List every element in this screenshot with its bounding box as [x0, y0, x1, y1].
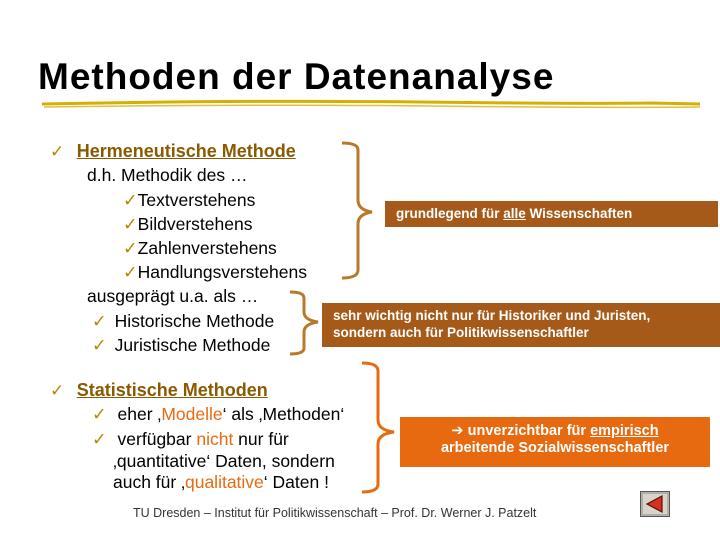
right-bracket-1 — [342, 143, 372, 278]
section1-line1: d.h. Methodik des … — [87, 165, 248, 185]
page-title: Methoden der Datenanalyse — [38, 56, 555, 97]
footer: TU Dresden – Institut für Politikwissenschaft – Prof. Dr. Werner J. Patzelt — [133, 506, 537, 520]
check-icon: ✓ — [123, 215, 138, 235]
check-icon: ✓ — [123, 239, 138, 259]
list-item: ✓ Juristische Methode — [92, 335, 271, 356]
right-bracket-2 — [290, 292, 318, 354]
section1-line2: ausgeprägt u.a. als … — [87, 286, 259, 306]
list-item: ✓ Historische Methode — [92, 311, 275, 332]
section2-item2-line3: auch für ‚qualitative‘ Daten ! — [113, 472, 329, 492]
section1-heading: Hermeneutische Methode — [76, 141, 296, 161]
right-arrow-icon: ➔ — [451, 423, 464, 439]
check-icon: ✓ — [92, 336, 107, 356]
check-icon: ✓ — [92, 312, 107, 332]
fundamental-box: grundlegend für alle Wissenschaften — [385, 201, 718, 227]
check-icon: ✓ — [50, 381, 65, 401]
title-underline-shadow — [44, 105, 700, 107]
section2-heading-row — [50, 380, 268, 401]
list-item: ✓ verfügbar nicht nur für — [92, 429, 289, 450]
list-item: ✓Textverstehens — [123, 190, 256, 211]
list-item: ✓Bildverstehens — [123, 214, 253, 235]
check-icon: ✓ — [92, 405, 107, 425]
check-icon: ✓ — [123, 263, 138, 283]
important-box: sehr wichtig nicht nur für Historiker und Juristen, sondern auch für Politikwissenschaftler — [322, 303, 720, 347]
list-item: ✓Handlungsverstehens — [123, 262, 307, 283]
title-underline — [42, 101, 700, 104]
section2-item2-line2: ‚quantitative‘ Daten, sondern — [113, 451, 335, 471]
check-icon: ✓ — [123, 191, 138, 211]
section1-heading-row — [50, 141, 296, 162]
check-icon: ✓ — [50, 142, 65, 162]
back-nav-button[interactable] — [640, 491, 670, 517]
list-item: ✓ eher ‚Modelle‘ als ‚Methoden‘ — [92, 404, 345, 425]
essential-box: ➔ unverzichtbar für empirisch arbeitende Sozialwissenschaftler — [400, 417, 710, 467]
section2-heading: Statistische Methoden — [76, 380, 268, 400]
list-item: ✓Zahlenverstehens — [123, 238, 277, 259]
check-icon: ✓ — [92, 430, 107, 450]
right-bracket-3 — [362, 363, 394, 492]
back-nav-icon — [641, 492, 669, 516]
